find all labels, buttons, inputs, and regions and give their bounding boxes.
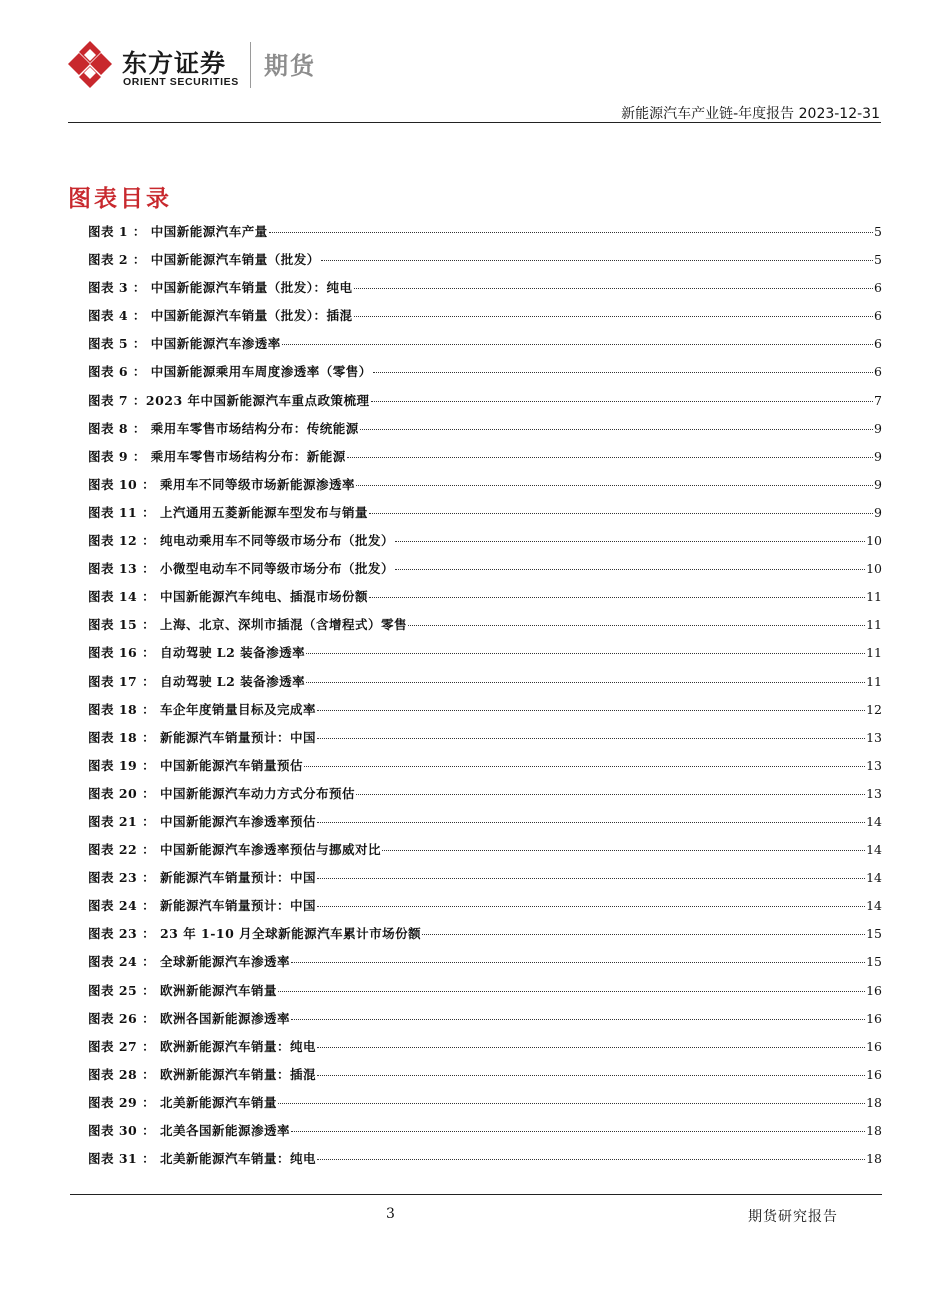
toc-leader-dots (304, 766, 865, 767)
toc-entry[interactable] (88, 306, 882, 334)
report-title: 新能源汽车产业链-年度报告 2023-12-31 (621, 106, 880, 122)
toc-leader-dots (317, 906, 865, 907)
toc-entry[interactable] (88, 868, 882, 896)
toc-leader-dots (347, 457, 873, 458)
toc-entry[interactable] (88, 278, 882, 306)
toc-leader-dots (317, 710, 865, 711)
toc-leader-dots (317, 1159, 865, 1160)
toc-entry-label: 图表 5 ： 中国新能源汽车渗透率 (88, 336, 281, 352)
toc-leader-dots (291, 1019, 865, 1020)
toc-entry[interactable] (88, 419, 882, 447)
toc-entry-page: 9 (874, 504, 882, 520)
toc-entry-label: 图表 4 ： 中国新能源汽车销量（批发）：插混 (88, 308, 353, 324)
toc-leader-dots (278, 991, 865, 992)
toc-entry-page: 9 (874, 448, 882, 464)
toc-leader-dots (291, 1131, 865, 1132)
toc-leader-dots (306, 653, 865, 654)
toc-entry-label: 图表 3 ： 中国新能源汽车销量（批发）：纯电 (88, 280, 353, 296)
orient-logo-icon (66, 40, 114, 90)
toc-leader-dots (422, 934, 865, 935)
logo-english-name: ORIENT SECURITIES (123, 76, 239, 88)
toc-entry[interactable] (88, 784, 882, 812)
toc-entry-page: 18 (866, 1094, 882, 1110)
page-number: 3 (386, 1206, 395, 1222)
toc-entry-label: 图表 14 ： 中国新能源汽车纯电、插混市场份额 (88, 589, 368, 605)
toc-entry[interactable] (88, 1121, 882, 1149)
toc-entry-label: 图表 23 ： 新能源汽车销量预计：中国 (88, 870, 316, 886)
toc-entry-page: 6 (874, 364, 882, 380)
toc-entry-page: 11 (866, 589, 882, 605)
toc-entry[interactable] (88, 447, 882, 475)
toc-entry-page: 18 (866, 1123, 882, 1138)
toc-leader-dots (369, 513, 873, 514)
toc-leader-dots (282, 344, 873, 345)
toc-leader-dots (395, 569, 865, 570)
toc-entry[interactable] (88, 924, 882, 952)
toc-entry[interactable] (88, 222, 882, 250)
toc-entry-label: 图表 22 ： 中国新能源汽车渗透率预估与挪威对比 (88, 842, 381, 858)
toc-entry-label: 图表 6 ： 中国新能源乘用车周度渗透率（零售） (88, 364, 372, 380)
toc-heading: 图表目录 (68, 185, 172, 212)
toc-entry-label: 图表 20 ： 中国新能源汽车动力方式分布预估 (88, 785, 355, 801)
toc-entry-page: 11 (866, 673, 882, 689)
toc-leader-dots (317, 1047, 865, 1048)
header-divider (68, 122, 881, 123)
toc-entry-label: 图表 19 ： 中国新能源汽车销量预估 (88, 757, 303, 773)
toc-entry[interactable] (88, 559, 882, 587)
toc-entry[interactable] (88, 952, 882, 980)
toc-entry-page: 16 (866, 982, 882, 998)
toc-leader-dots (356, 794, 865, 795)
toc-entry[interactable] (88, 615, 882, 643)
toc-leader-dots (278, 1103, 865, 1104)
toc-entry-page: 11 (866, 645, 882, 661)
toc-leader-dots (369, 597, 865, 598)
footer-label: 期货研究报告 (748, 1209, 838, 1225)
footer-divider (70, 1194, 882, 1195)
toc-leader-dots (408, 625, 865, 626)
toc-entry-page: 13 (866, 729, 882, 745)
toc-entry-label: 图表 18 ： 新能源汽车销量预计：中国 (88, 729, 316, 745)
toc-entry-page: 15 (866, 926, 882, 942)
toc-entry-label: 图表 16 ： 自动驾驶 L2 装备渗透率 (88, 645, 306, 661)
toc-entry-label: 图表 27 ： 欧洲新能源汽车销量：纯电 (88, 1038, 316, 1054)
toc-entry-label: 图表 12 ： 纯电动乘用车不同等级市场分布（批发） (88, 533, 394, 549)
toc-leader-dots (360, 429, 873, 430)
toc-entry-page: 9 (874, 420, 882, 436)
toc-entry-label: 图表 8 ： 乘用车零售市场结构分布：传统能源 (88, 420, 359, 436)
toc-list (88, 222, 882, 1177)
logo-subtitle: 期货 (264, 52, 316, 80)
toc-entry-page: 5 (874, 252, 882, 268)
toc-entry-label: 图表 24 ： 全球新能源汽车渗透率 (88, 954, 290, 970)
toc-leader-dots (317, 878, 865, 879)
toc-entry-label: 图表 29 ： 北美新能源汽车销量 (88, 1094, 277, 1110)
toc-entry-page: 16 (866, 1010, 882, 1026)
company-logo (66, 40, 366, 92)
toc-entry[interactable] (88, 475, 882, 503)
toc-leader-dots (354, 316, 874, 317)
toc-entry[interactable] (88, 531, 882, 559)
toc-entry-label: 图表 30 ： 北美各国新能源渗透率 (88, 1123, 290, 1138)
toc-entry-page: 13 (866, 757, 882, 773)
toc-entry-page: 7 (874, 392, 882, 408)
toc-entry-label: 图表 1 ： 中国新能源汽车产量 (88, 224, 268, 239)
toc-entry[interactable] (88, 334, 882, 362)
toc-entry-page: 14 (866, 842, 882, 858)
toc-leader-dots (317, 738, 865, 739)
toc-entry[interactable] (88, 700, 882, 728)
toc-entry[interactable] (88, 1065, 882, 1093)
toc-leader-dots (395, 541, 865, 542)
toc-entry-page: 6 (874, 308, 882, 324)
toc-entry-page: 5 (874, 224, 882, 239)
toc-entry-page: 9 (874, 476, 882, 492)
toc-entry-page: 15 (866, 954, 882, 970)
toc-leader-dots (371, 401, 874, 402)
toc-entry[interactable] (88, 1009, 882, 1037)
toc-entry-page: 11 (866, 617, 882, 633)
toc-entry-label: 图表 17 ： 自动驾驶 L2 装备渗透率 (88, 673, 306, 689)
toc-entry-label: 图表 11 ： 上汽通用五菱新能源车型发布与销量 (88, 504, 368, 520)
toc-entry[interactable] (88, 587, 882, 615)
toc-entry-page: 18 (866, 1151, 882, 1167)
toc-entry-page: 16 (866, 1066, 882, 1082)
toc-leader-dots (382, 850, 865, 851)
toc-entry-label: 图表 26 ： 欧洲各国新能源渗透率 (88, 1010, 290, 1026)
toc-leader-dots (306, 682, 865, 683)
toc-entry[interactable] (88, 250, 882, 278)
toc-leader-dots (354, 288, 874, 289)
toc-entry-page: 6 (874, 280, 882, 296)
toc-entry[interactable] (88, 840, 882, 868)
toc-entry-label: 图表 7 ：2023 年中国新能源汽车重点政策梳理 (88, 392, 370, 408)
toc-entry-label: 图表 24 ： 新能源汽车销量预计：中国 (88, 898, 316, 914)
toc-entry-label: 图表 15 ： 上海、北京、深圳市插混（含增程式）零售 (88, 617, 407, 633)
toc-leader-dots (291, 962, 865, 963)
toc-entry[interactable] (88, 812, 882, 840)
toc-entry[interactable] (88, 672, 882, 700)
toc-entry-page: 14 (866, 870, 882, 886)
toc-entry[interactable] (88, 362, 882, 390)
toc-entry-label: 图表 28 ： 欧洲新能源汽车销量：插混 (88, 1066, 316, 1082)
toc-leader-dots (269, 232, 873, 233)
toc-leader-dots (321, 260, 873, 261)
toc-entry[interactable] (88, 1093, 882, 1121)
toc-entry-page: 12 (866, 701, 882, 717)
logo-chinese-name: 东方证券 (122, 49, 227, 78)
toc-entry[interactable] (88, 896, 882, 924)
toc-leader-dots (356, 485, 873, 486)
toc-entry-label: 图表 13 ： 小微型电动车不同等级市场分布（批发） (88, 561, 394, 577)
toc-entry[interactable] (88, 1037, 882, 1065)
toc-entry[interactable] (88, 643, 882, 671)
toc-leader-dots (317, 1075, 865, 1076)
toc-entry-page: 13 (866, 785, 882, 801)
toc-entry-label: 图表 9 ： 乘用车零售市场结构分布：新能源 (88, 448, 346, 464)
toc-entry[interactable] (88, 728, 882, 756)
toc-entry[interactable] (88, 756, 882, 784)
toc-entry-label: 图表 10 ： 乘用车不同等级市场新能源渗透率 (88, 476, 355, 492)
toc-entry-page: 16 (866, 1038, 882, 1054)
toc-entry-label: 图表 25 ： 欧洲新能源汽车销量 (88, 982, 277, 998)
toc-entry-label: 图表 21 ： 中国新能源汽车渗透率预估 (88, 813, 316, 829)
toc-entry-page: 10 (866, 533, 882, 549)
toc-entry[interactable] (88, 391, 882, 419)
toc-leader-dots (317, 822, 865, 823)
toc-entry-page: 14 (866, 898, 882, 914)
toc-entry-page: 14 (866, 813, 882, 829)
toc-leader-dots (373, 372, 873, 373)
toc-entry-label: 图表 23 ： 23 年 1-10 月全球新能源汽车累计市场份额 (88, 926, 422, 942)
toc-entry-label: 图表 2 ： 中国新能源汽车销量（批发） (88, 252, 320, 268)
toc-entry[interactable] (88, 503, 882, 531)
toc-entry-page: 6 (874, 336, 882, 352)
toc-entry-label: 图表 31 ： 北美新能源汽车销量：纯电 (88, 1151, 316, 1167)
toc-entry-label: 图表 18 ： 车企年度销量目标及完成率 (88, 701, 316, 717)
logo-divider (250, 42, 251, 88)
toc-entry[interactable] (88, 981, 882, 1009)
toc-entry-page: 10 (866, 561, 882, 577)
toc-entry[interactable] (88, 1149, 882, 1177)
